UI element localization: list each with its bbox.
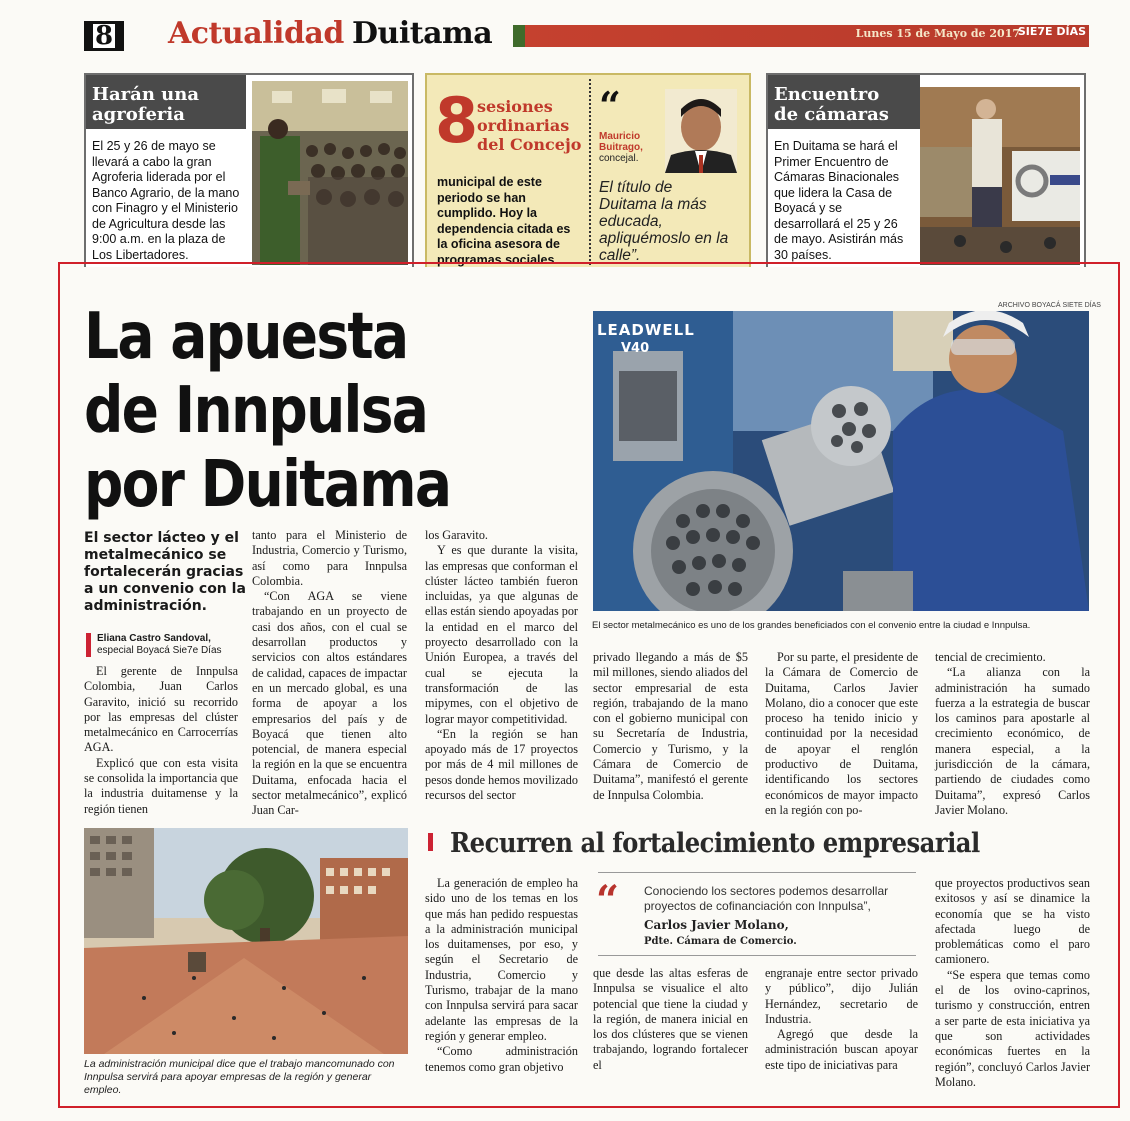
body-line: que lidera la Casa de <box>774 185 893 200</box>
photo-credit: ARCHIVO BOYACÁ SIETE DÍAS <box>998 302 1101 309</box>
article-subheading: El sector lácteo y el metalmecánico se fortalecerán gracias a un convenio con la administración. <box>84 530 246 614</box>
quote-author-line: Mauricio <box>599 131 641 142</box>
box-title <box>86 75 246 129</box>
body-line: 30 países. <box>774 247 832 262</box>
body-line: Banco Agrario, de la mano <box>92 185 240 200</box>
paragraph: “Con AGA se viene trabajando en un proyecto de casi dos años, con el cual se desarrollan productos y servicios con altos estándares de calidad, capaces de impactar en un mercado global, es una forma de apoyar a los empresarios del país y de Boyacá que tienen alto potencial, de manera especial la región en la que se encuentra Duitama, enfocada hacia el sector metalmecánico”, explicó Juan Car- <box>252 589 407 818</box>
paragraph: “Como administración tenemos como gran objetivo <box>425 1044 578 1074</box>
news-box-concejo <box>425 73 751 267</box>
paragraph: que desde las altas esferas de Innpulsa se visualice el alto potencial que tiene la ciudad y la región, de manera inicial en los dos clústeres que se vienen trabajando, logrando fortalecer el <box>593 966 748 1072</box>
paragraph: El gerente de Innpulsa Colombia, Juan Carlos Garavito, inició su recorrido por las empresas del clúster metalmecánico en Carrocerrías AGA. <box>84 664 238 755</box>
news-box-camaras <box>766 73 1086 267</box>
section-city: Duitama <box>352 16 493 51</box>
quote-line: educada, <box>599 213 663 230</box>
body-line: dependencia citada es <box>437 221 571 236</box>
quote-line: calle”. <box>599 247 641 264</box>
box-title-line: de cámaras <box>774 104 889 125</box>
paragraph: privado llegando a más de $5 mil millones, siendo aliados del sector empresarial de esta región, trabajando de la mano con el gobierno municipal con su Secretaría de Industria, Comercio y Turismo, y la Cámara de Comercio de Duitama”, manifestó el gerente de Innpulsa Colombia. <box>593 650 748 802</box>
box-body <box>437 175 585 268</box>
issue-date: Lunes 15 de Mayo de 2017 <box>855 27 1020 40</box>
quote-rule <box>598 955 916 956</box>
article-column-3 <box>425 528 578 803</box>
quote-author-line: Buitrago, <box>599 142 643 153</box>
section2-column-3 <box>765 966 918 1073</box>
paragraph: tencial de crecimiento. <box>935 650 1046 664</box>
article-column-4 <box>593 650 748 803</box>
article-column-2 <box>252 528 407 819</box>
paragraph: “La alianza con la administración ha sumado fuerza a la estrategia de buscar los caminos para apostarle al crecimiento económico, de manera especial, a la jurisdicción de la cámara, partiendo de ciudades como Duitama”, expresó Carlos Javier Molano. <box>935 665 1090 817</box>
box-body <box>774 139 924 263</box>
pull-quote-author: Carlos Javier Molano, <box>644 918 789 932</box>
section2-column-1 <box>425 876 578 1075</box>
body-line: En Duitama se hará el <box>774 139 898 153</box>
paragraph: los Garavito. <box>425 528 488 542</box>
box-body <box>92 139 262 263</box>
section-title: Actualidad <box>168 16 344 51</box>
body-line: la oficina asesora de <box>437 237 560 251</box>
body-line: El 25 y 26 de mayo se <box>92 139 216 153</box>
article-column-5 <box>765 650 918 818</box>
box-title-line: del Concejo <box>477 135 582 154</box>
paragraph: engranaje entre sector privado y público”, dijo Julián Hernández, secretario de Industria. <box>765 966 918 1026</box>
quote-mark-icon: “ <box>599 83 621 128</box>
photo-fair-audience <box>252 81 408 265</box>
box-title <box>477 97 581 154</box>
quote-author-role: concejal. <box>599 153 639 164</box>
paragraph: Explicó que con esta visita se consolida la importancia que la industria duitamense y la región tienen <box>84 755 238 816</box>
section2-column-2 <box>593 966 748 1073</box>
paragraph: Por su parte, el presidente de la Cámara de Comercio de Duitama, Carlos Javier Molano, dio a conocer que este proceso ha tenido inicio y continuidad por la necesidad de apoyar el renglón productivo de Duitama, identificando los sectores económicos de mayor impacto en la región con po- <box>765 650 918 817</box>
body-line: cumplido. Hoy la <box>437 206 538 220</box>
body-line: Cámaras Binacionales <box>774 170 900 184</box>
news-box-agroferia <box>84 73 414 267</box>
machine-model-label: V40 <box>621 341 650 356</box>
body-line: Agroferia liderada por el <box>92 170 226 184</box>
body-line: Los Libertadores. <box>92 247 189 262</box>
section-heading: Recurren al fortalecimiento empresarial <box>450 828 980 859</box>
body-line: con Finagro y el Ministerio <box>92 201 238 215</box>
quote-mark-icon: “ <box>596 877 620 924</box>
quote-text <box>599 179 728 264</box>
quote-line: Duitama la más <box>599 196 707 213</box>
pull-quote-role: Pdte. Cámara de Comercio. <box>644 936 797 947</box>
brand-logo: SIE7E DÍAS <box>1017 25 1086 38</box>
author-name: Eliana Castro Sandoval, <box>97 633 211 644</box>
author-role: especial Boyacá Sie7e Días <box>97 645 222 656</box>
photo-caption: El sector metalmecánico es uno de los grandes beneficiados con el convenio entre la ciudad e Innpulsa. <box>592 620 1031 631</box>
quote-rule <box>598 872 916 873</box>
portrait-photo <box>665 89 737 173</box>
box-title-line: sesiones <box>477 97 553 116</box>
article-column-6 <box>935 650 1090 818</box>
body-line: llevará a cabo la gran <box>92 154 212 169</box>
quote-line: apliquémoslo en la <box>599 230 729 247</box>
section-marker <box>428 833 433 851</box>
machine-brand-label: LEADWELL <box>597 321 695 339</box>
big-number: 8 <box>435 84 479 157</box>
quote-author <box>599 131 643 164</box>
pull-quote-text: Conociendo los sectores podemos desarrollar proyectos de cofinanciación con Innpulsa”, <box>644 884 889 913</box>
quote-line: El título de <box>599 179 673 196</box>
body-line: periodo se han <box>437 190 526 205</box>
body-line: 9:00 a.m. en la plaza de <box>92 232 226 246</box>
box-title-line: ordinarias <box>477 116 570 135</box>
paragraph: Agregó que desde la administración buscan apoyar este tipo de iniciativas para <box>765 1027 918 1072</box>
page-number: 8 <box>84 21 124 51</box>
paragraph: “Se espera que temas como el de los ovino-caprinos, turismo y construcción, entren a ser parte de esta iniciativa ya que son actividades económicas fuertes en la región”, concluyó Carlos Javier Molano. <box>935 967 1090 1089</box>
paragraph: Y es que durante la visita, las empresas que conforman el clúster lácteo también fueron incluidas, ya que algunas de ellas están siendo apoyadas por la entidad en el marco del proyecto desarrollado con la Unión Europea, a través del cual se ejecuta la transformación de las mipymes, con el objetivo de lograr mayor competitividad. <box>425 543 578 726</box>
body-line: de mayo. Asistirán más <box>774 232 904 246</box>
body-line: programas sociales. <box>437 252 558 267</box>
body-line: municipal de este <box>437 175 542 189</box>
headline-line: La apuesta <box>84 300 408 374</box>
section2-column-4 <box>935 876 1090 1090</box>
article-headline <box>84 300 450 522</box>
paragraph: que proyectos productivos sean exitosos y así se dinamice la economía que se ha visto afectada luego de problemáticas como el paro camionero. <box>935 876 1090 967</box>
photo-conference-speaker <box>920 87 1080 265</box>
body-line: Primer Encuentro de <box>774 154 889 169</box>
body-line: de Agricultura desde las <box>92 216 226 231</box>
paragraph: “En la región se han apoyado más de 17 proyectos por más de 4 mil millones de pesos donde hemos movilizado recursos del sector <box>425 726 578 803</box>
article-column-1 <box>84 664 238 817</box>
box-title-line: Encuentro <box>774 84 880 105</box>
author-byline <box>86 633 222 657</box>
headline-line: de Innpulsa <box>84 374 428 448</box>
box-title <box>768 75 920 129</box>
body-line: Boyacá y se <box>774 201 843 215</box>
dotted-divider <box>589 79 593 265</box>
photo-caption: La administración municipal dice que el trabajo mancomunado con Innpulsa servirá para apoyar empresas de la región y generar empleo. <box>84 1058 395 1096</box>
body-line: desarrollará el 25 y 26 <box>774 216 898 231</box>
headline-line: por Duitama <box>84 448 451 522</box>
photo-city-plaza <box>84 828 408 1054</box>
box-title-line: agroferia <box>92 104 185 125</box>
photo-metalworker <box>593 311 1089 611</box>
paragraph: tanto para el Ministerio de Industria, Comercio y Turismo, así como para Innpulsa Colombia. <box>252 528 407 588</box>
box-title-line: Harán una <box>92 84 200 105</box>
paragraph: La generación de empleo ha sido uno de los temas en los que más han pedido respuestas a la administración municipal los duitamenses, por eso, y según el Secretario de Industria, Comercio y Turismo, trabajar de la mano con Innpulsa servirá para sacar adelante las empresas de la región y generar empleo. <box>425 876 578 1043</box>
